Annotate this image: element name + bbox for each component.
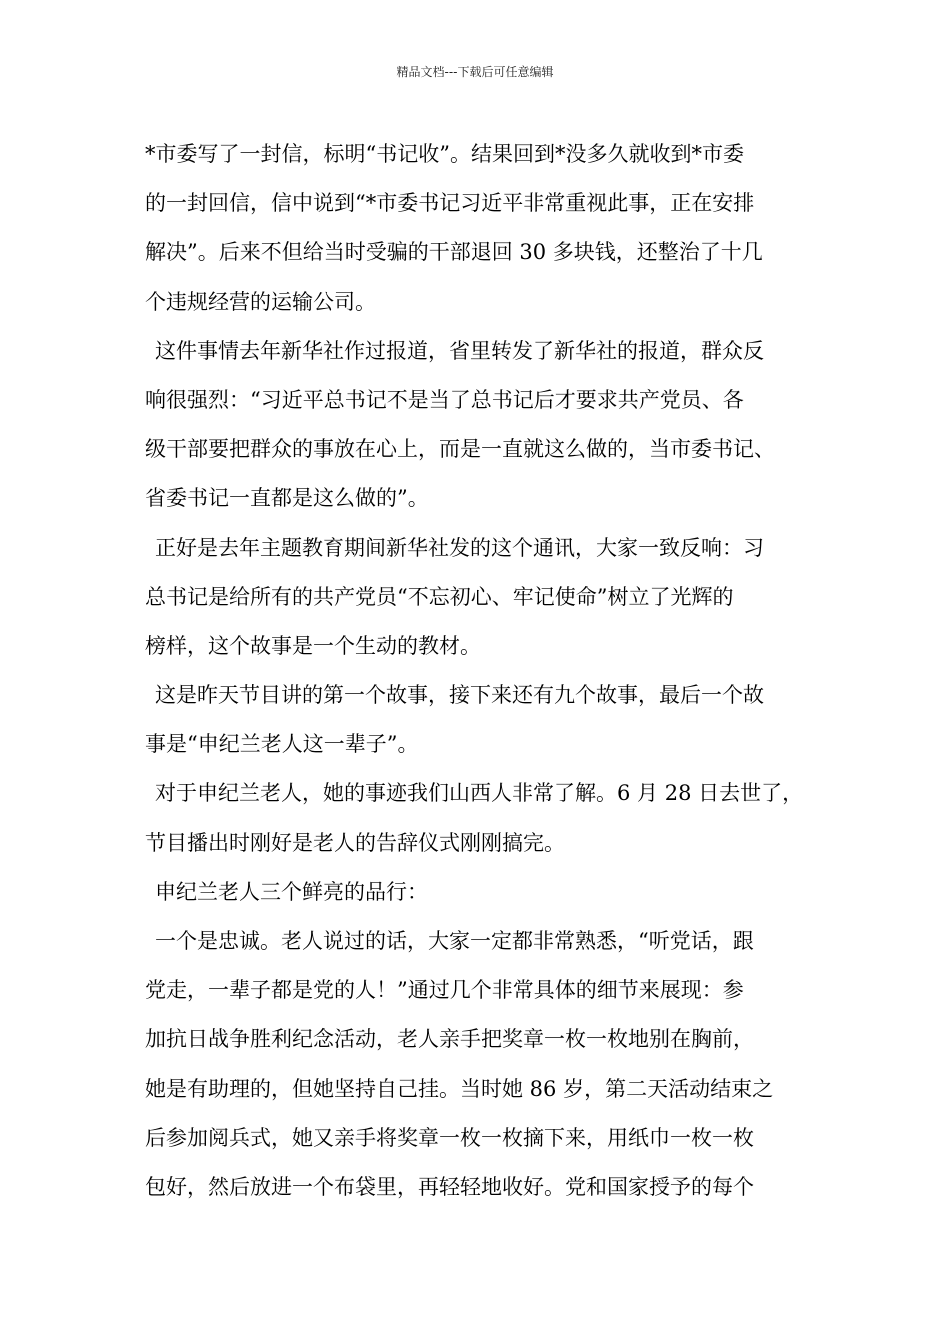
text-line: 的一封回信，信中说到“*市委书记习近平非常重视此事，正在安排 — [145, 191, 755, 216]
text-line: 一个是忠诚。老人说过的话，大家一定都非常熟悉，“听党话，跟 — [155, 929, 754, 953]
text-line: 申纪兰老人三个鲜亮的品行： — [155, 879, 428, 904]
text-line: 总书记是给所有的共产党员“不忘初心、牢记使命”树立了光辉的 — [145, 584, 734, 609]
text-line: 对于申纪兰老人，她的事迹我们山西人非常了解。6 月 28 日去世了， — [155, 781, 804, 806]
text-line: 党走，一辈子都是党的人！”通过几个非常具体的细节来展现：参 — [145, 978, 744, 1003]
text-line: 包好，然后放进一个布袋里，再轻轻地收好。党和国家授予的每个 — [145, 1174, 754, 1199]
text-line: 响很强烈：“习近平总书记不是当了总书记后才要求共产党员、各 — [145, 387, 744, 412]
text-line: 正好是去年主题教育期间新华社发的这个通讯，大家一致反响：习 — [155, 535, 764, 560]
text-line: 事是“申纪兰老人这一辈子”。 — [145, 732, 419, 757]
text-line: *市委写了一封信，标明“书记收”。结果回到*没多久就收到*市委 — [145, 142, 744, 166]
text-line: 省委书记一直都是这么做的”。 — [145, 486, 429, 511]
text-line: 加抗日战争胜利纪念活动，老人亲手把奖章一枚一枚地别在胸前， — [145, 1027, 754, 1052]
text-line: 后参加阅兵式，她又亲手将奖章一枚一枚摘下来，用纸巾一枚一枚 — [145, 1125, 754, 1150]
text-line: 这是昨天节目讲的第一个故事，接下来还有九个故事，最后一个故 — [155, 683, 764, 708]
text-line: 解决”。后来不但给当时受骗的干部退回 30 多块钱，还整治了十几 — [145, 240, 763, 265]
text-line: 榜样，这个故事是一个生动的教材。 — [145, 633, 481, 658]
text-line: 个违规经营的运输公司。 — [145, 289, 376, 314]
text-line: 她是有助理的，但她坚持自己挂。当时她 86 岁，第二天活动结束之 — [145, 1076, 774, 1101]
text-line: 级干部要把群众的事放在心上，而是一直就这么做的，当市委书记、 — [145, 437, 775, 462]
text-line: 节目播出时刚好是老人的告辞仪式刚刚搞完。 — [145, 830, 565, 855]
document-body — [145, 130, 825, 1212]
text-line: 这件事情去年新华社作过报道，省里转发了新华社的报道，群众反 — [155, 338, 764, 363]
page-header: 精品文档---下载后可任意编辑 — [396, 65, 554, 79]
